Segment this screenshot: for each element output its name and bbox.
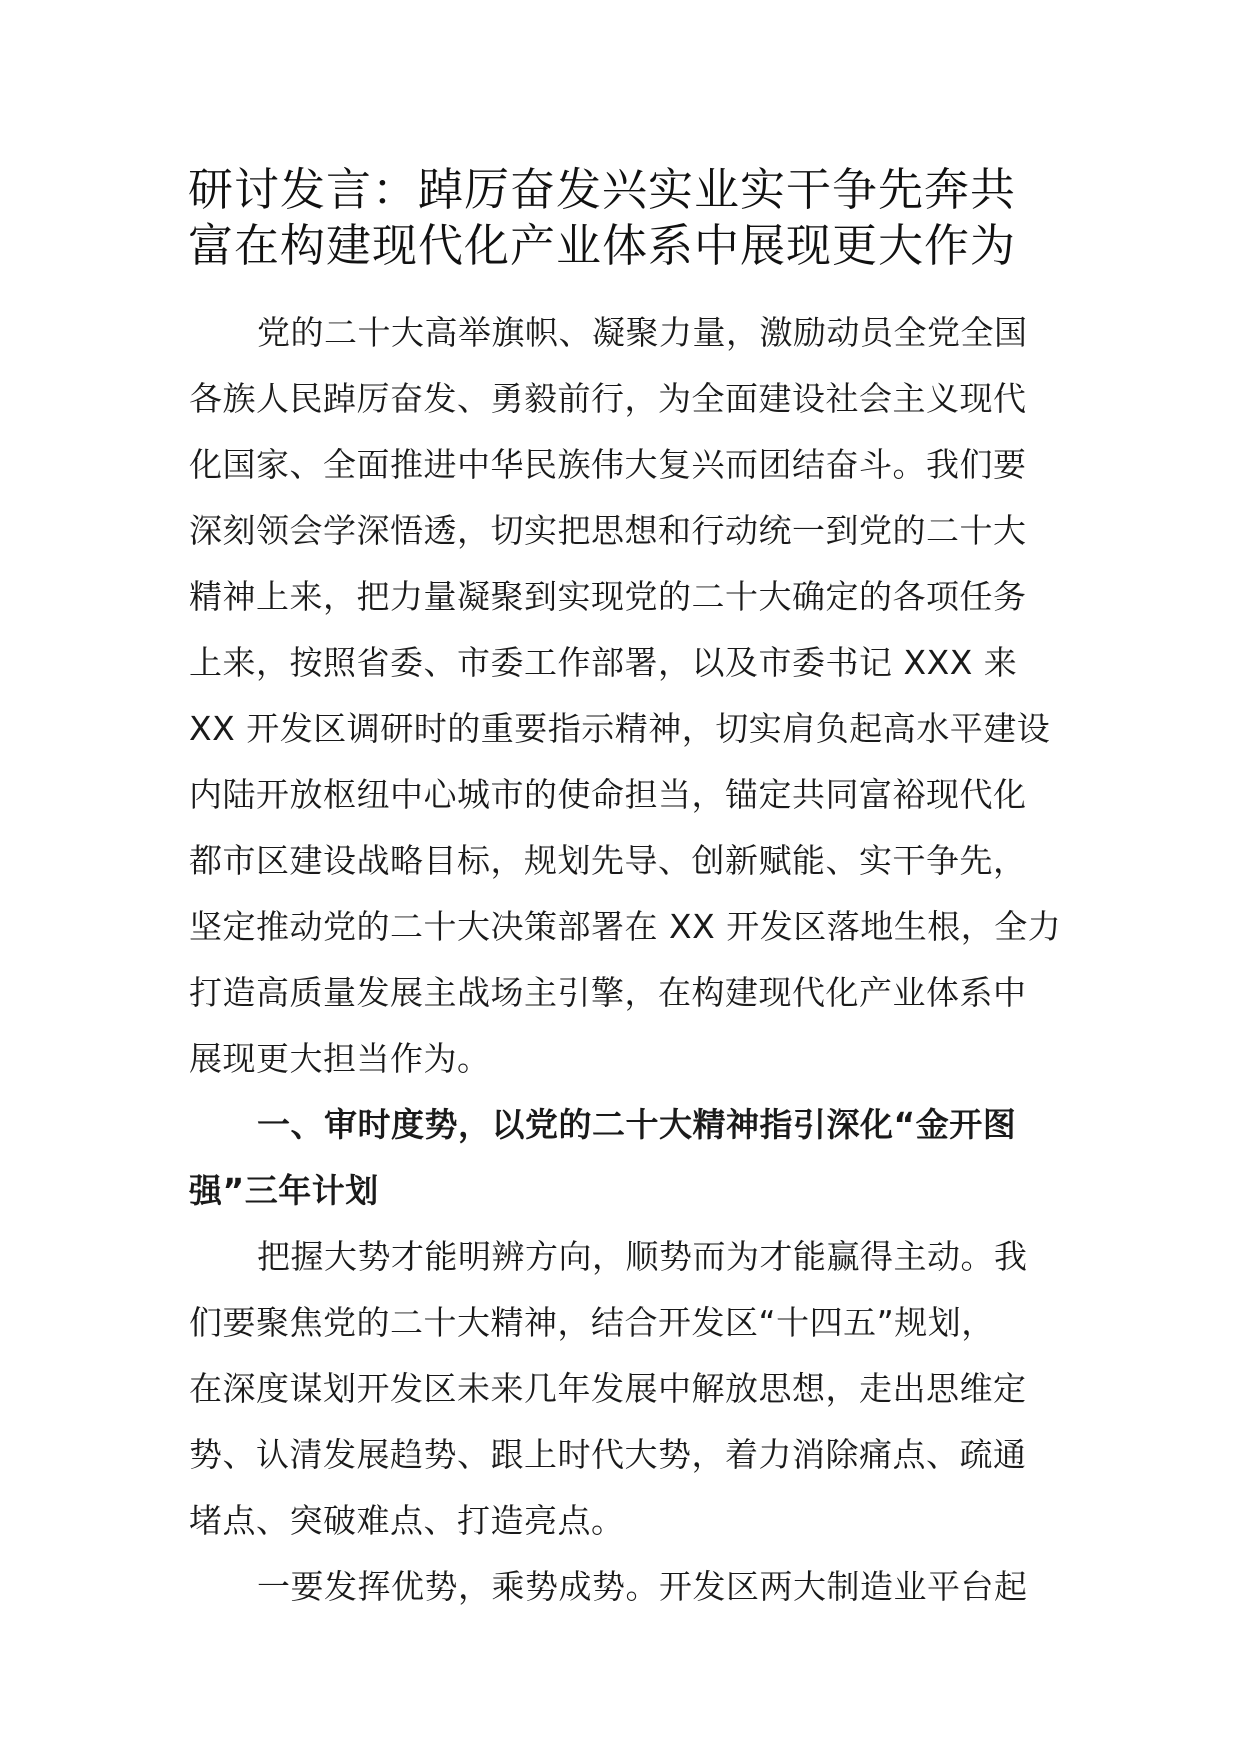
text-line: 们要聚焦党的二十大精神，结合开发区“十四五”规划， [189, 1303, 995, 1342]
text-line: 化国家、全面推进中华民族伟大复兴而团结奋斗。我们要 [189, 445, 1027, 484]
text-line: 内陆开放枢纽中心城市的使命担当，锚定共同富裕现代化 [189, 775, 1027, 814]
paragraph-point-1 [189, 1554, 1059, 1620]
text-line: 各族人民踔厉奋发、勇毅前行，为全面建设社会主义现代 [189, 379, 1027, 418]
text-line: 在深度谋划开发区未来几年发展中解放思想，走出思维定 [189, 1369, 1027, 1408]
text-line: 势、认清发展趋势、跟上时代大势，着力消除痛点、疏通 [189, 1435, 1027, 1474]
text-line: 坚定推动党的二十大决策部署在 XX 开发区落地生根，全力 [189, 907, 1062, 946]
title-line: 研讨发言：踔厉奋发兴实业实干争先奔共 [188, 163, 1017, 216]
text-line: XX 开发区调研时的重要指示精神，切实肩负起高水平建设 [189, 709, 1051, 748]
text-line: 一要发挥优势，乘势成势。开发区两大制造业平台起 [257, 1567, 1028, 1606]
heading-line: 一、审时度势，以党的二十大精神指引深化“金开图 [257, 1105, 1017, 1144]
paragraph-intro [189, 300, 1062, 1092]
text-line: 精神上来，把力量凝聚到实现党的二十大确定的各项任务 [189, 577, 1027, 616]
heading-line: 强”三年计划 [189, 1171, 379, 1210]
title-line: 富在构建现代化产业体系中展现更大作为 [188, 219, 1017, 272]
section-heading-1 [189, 1092, 1059, 1224]
text-line: 上来，按照省委、市委工作部署，以及市委书记 XXX 来 [189, 643, 1018, 682]
text-line: 党的二十大高举旗帜、凝聚力量，激励动员全党全国 [257, 313, 1028, 352]
paragraph-section-1 [189, 1224, 1059, 1554]
text-line: 展现更大担当作为。 [189, 1039, 491, 1078]
text-line: 堵点、突破难点、打造亮点。 [189, 1501, 625, 1540]
text-line: 打造高质量发展主战场主引擎，在构建现代化产业体系中 [189, 973, 1027, 1012]
document-body [189, 300, 1062, 1620]
text-line: 都市区建设战略目标，规划先导、创新赋能、实干争先， [189, 841, 1027, 880]
document-title [188, 162, 1068, 274]
text-line: 深刻领会学深悟透，切实把思想和行动统一到党的二十大 [189, 511, 1027, 550]
text-line: 把握大势才能明辨方向，顺势而为才能赢得主动。我 [257, 1237, 1028, 1276]
